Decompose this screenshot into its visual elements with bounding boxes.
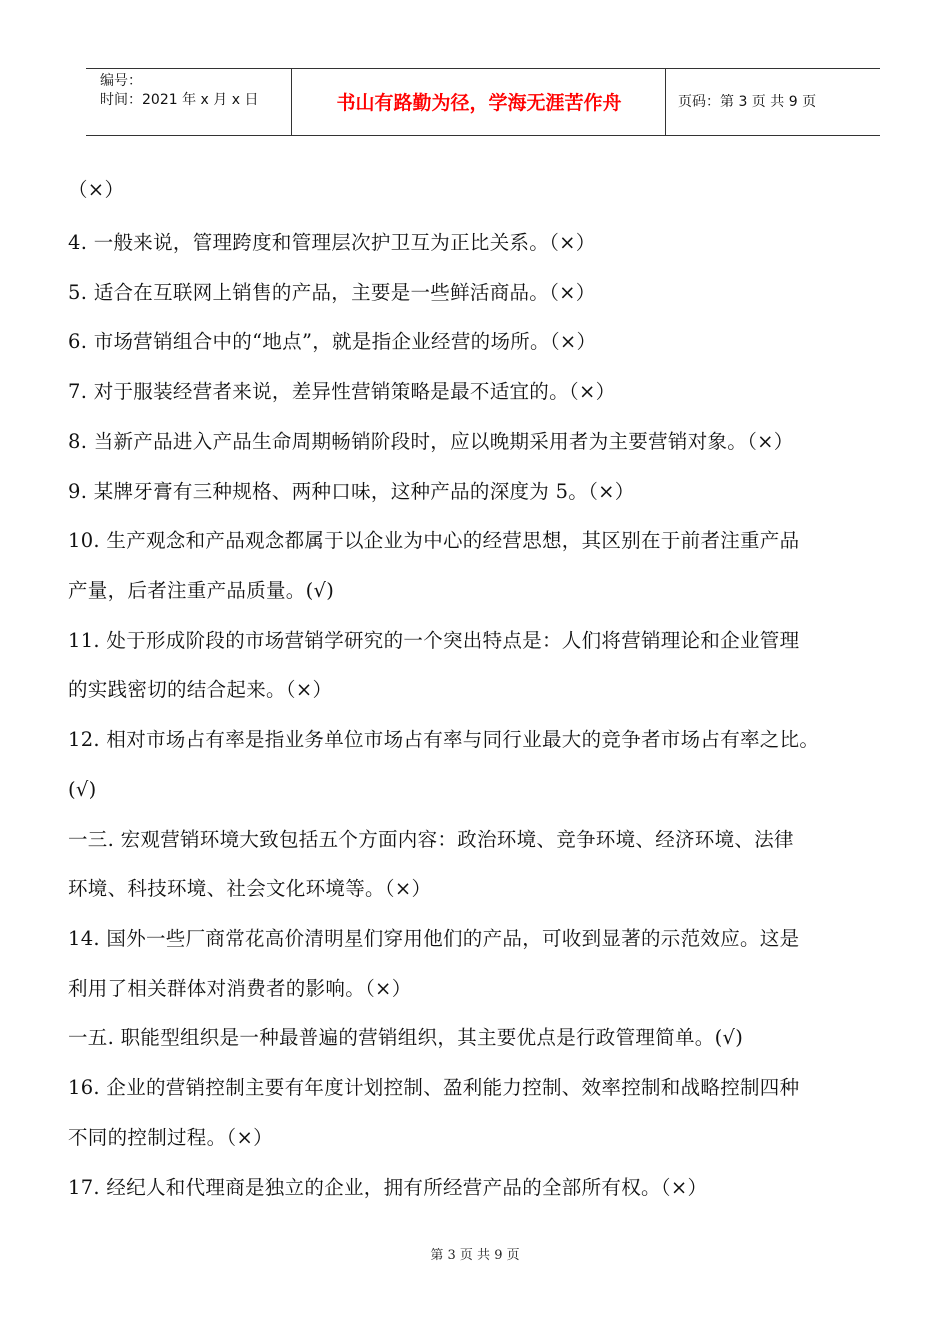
text-line: 11. 处于形成阶段的市场营销学研究的一个突出特点是：人们将营销理论和企业管理 — [68, 629, 800, 652]
text-line: 8. 当新产品进入产品生命周期畅销阶段时，应以晚期采用者为主要营销对象。（×） — [68, 430, 794, 453]
text-line: 不同的控制过程。（×） — [68, 1126, 273, 1149]
page-footer: 第 3 页 共 9 页 — [430, 1248, 520, 1263]
text-line: 一三. 宏观营销环境大致包括五个方面内容：政治环境、竞争环境、经济环境、法律 — [68, 828, 794, 851]
text-line: 10. 生产观念和产品观念都属于以企业为中心的经营思想，其区别在于前者注重产品 — [68, 529, 800, 552]
header-info-cell — [86, 69, 292, 135]
header-page-code: 页码：第 3 页 共 9 页 — [678, 94, 817, 110]
header-page-cell — [666, 69, 880, 135]
page-header — [86, 68, 880, 136]
header-motto: 书山有路勤为径，学海无涯苦作舟 — [336, 92, 622, 114]
text-line: 14. 国外一些厂商常花高价清明星们穿用他们的产品，可收到显著的示范效应。这是 — [68, 927, 800, 950]
text-line: 4. 一般来说，管理跨度和管理层次护卫互为正比关系。（×） — [68, 231, 596, 254]
text-line: 环境、科技环境、社会文化环境等。（×） — [68, 877, 432, 900]
text-line: 7. 对于服装经营者来说，差异性营销策略是最不适宜的。（×） — [68, 380, 616, 403]
text-line: 产量，后者注重产品质量。(√) — [68, 579, 335, 602]
document-time: 时间：2021 年 x 月 x 日 — [100, 92, 259, 108]
header-motto-cell — [292, 69, 666, 135]
text-line: 的实践密切的结合起来。（×） — [68, 678, 333, 701]
text-line: 利用了相关群体对消费者的影响。（×） — [68, 977, 412, 1000]
text-line: 5. 适合在互联网上销售的产品，主要是一些鲜活商品。（×） — [68, 281, 596, 304]
text-line: 12. 相对市场占有率是指业务单位市场占有率与同行业最大的竞争者市场占有率之比。 — [68, 728, 820, 751]
text-line: 一五. 职能型组织是一种最普遍的营销组织，其主要优点是行政管理简单。(√) — [68, 1026, 744, 1049]
text-line: 17. 经纪人和代理商是独立的企业，拥有所经营产品的全部所有权。（×） — [68, 1176, 708, 1199]
text-line: 9. 某牌牙膏有三种规格、两种口味，这种产品的深度为 5。（×） — [68, 480, 635, 503]
text-line: 6. 市场营销组合中的“地点”，就是指企业经营的场所。（×） — [68, 330, 597, 353]
text-line: （×） — [68, 178, 125, 201]
text-line: (√) — [68, 778, 97, 801]
text-line: 16. 企业的营销控制主要有年度计划控制、盈利能力控制、效率控制和战略控制四种 — [68, 1076, 800, 1099]
document-number: 编号： — [100, 73, 142, 89]
